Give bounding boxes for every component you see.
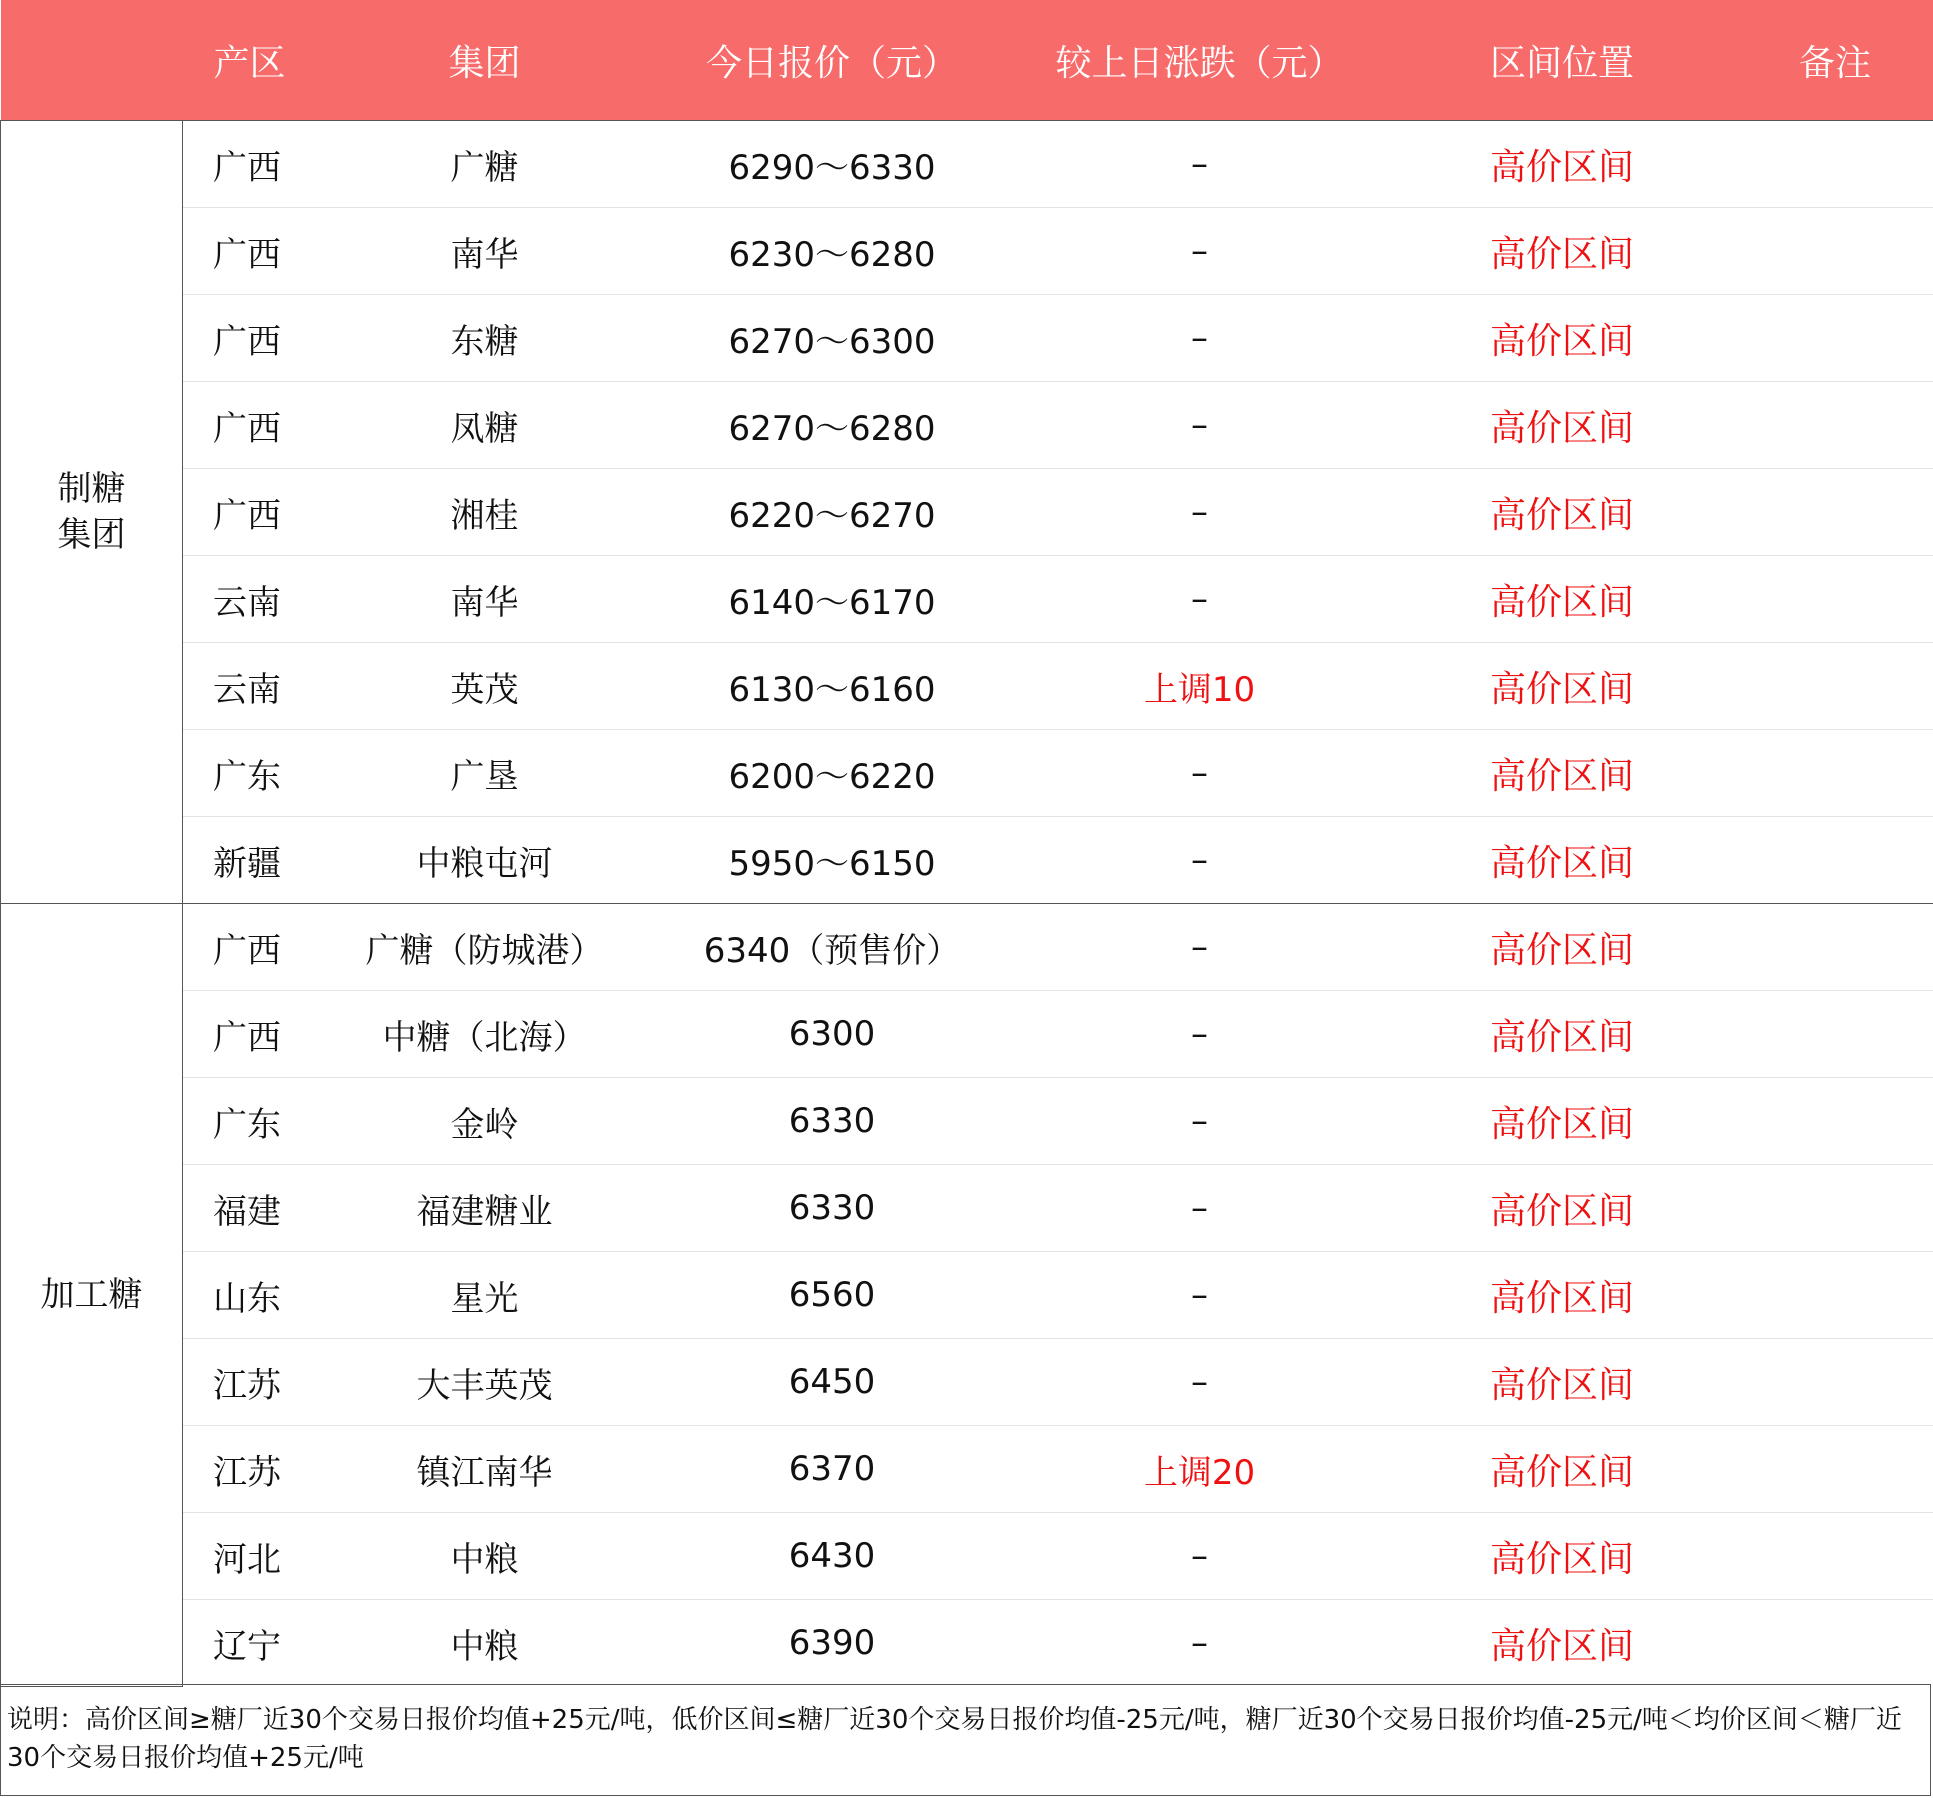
group-category-cell: 制糖 集团 (1, 121, 183, 904)
group-name-cell: 金岭 (317, 1078, 653, 1165)
table-row (1, 817, 1933, 904)
region-cell: 广西 (183, 904, 317, 991)
group-name-cell: 中糖（北海） (317, 991, 653, 1078)
group-name-cell: 广糖 (317, 121, 653, 208)
zone-cell: 高价区间 (1388, 817, 1737, 904)
group-name-cell: 东糖 (317, 295, 653, 382)
region-cell: 广东 (183, 1078, 317, 1165)
region-cell: 河北 (183, 1513, 317, 1600)
note-cell (1737, 730, 1933, 817)
table-row (1, 904, 1933, 991)
table-row (1, 121, 1933, 208)
price-cell: 6290～6330 (653, 121, 1012, 208)
note-cell (1737, 991, 1933, 1078)
note-cell (1737, 1165, 1933, 1252)
zone-cell: 高价区间 (1388, 643, 1737, 730)
price-cell: 6330 (653, 1165, 1012, 1252)
zone-cell: 高价区间 (1388, 1339, 1737, 1426)
group-name-cell: 南华 (317, 208, 653, 295)
group-name-cell: 镇江南华 (317, 1426, 653, 1513)
group-name-cell: 中粮屯河 (317, 817, 653, 904)
region-cell: 广西 (183, 382, 317, 469)
header-group: 集团 (317, 0, 653, 121)
zone-cell: 高价区间 (1388, 1078, 1737, 1165)
region-cell: 新疆 (183, 817, 317, 904)
price-cell: 5950～6150 (653, 817, 1012, 904)
note-cell (1737, 208, 1933, 295)
group-name-cell: 中粮 (317, 1600, 653, 1687)
zone-cell: 高价区间 (1388, 295, 1737, 382)
change-cell: – (1012, 1339, 1388, 1426)
group-name-cell: 南华 (317, 556, 653, 643)
zone-cell: 高价区间 (1388, 1426, 1737, 1513)
note-cell (1737, 1600, 1933, 1687)
header-price: 今日报价（元） (653, 0, 1012, 121)
table-row (1, 295, 1933, 382)
price-cell: 6430 (653, 1513, 1012, 1600)
region-cell: 云南 (183, 643, 317, 730)
note-cell (1737, 817, 1933, 904)
price-cell: 6200～6220 (653, 730, 1012, 817)
region-cell: 福建 (183, 1165, 317, 1252)
note-cell (1737, 1078, 1933, 1165)
change-cell: – (1012, 208, 1388, 295)
group-name-cell: 英茂 (317, 643, 653, 730)
price-cell: 6370 (653, 1426, 1012, 1513)
footnote: 说明：高价区间≥糖厂近30个交易日报价均值+25元/吨，低价区间≤糖厂近30个交易日报价均值-25元/吨，糖厂近30个交易日报价均值-25元/吨＜均价区间＜糖厂近30个交易日报价均值+25元/吨 (0, 1684, 1931, 1796)
table-row (1, 469, 1933, 556)
table-row (1, 643, 1933, 730)
table-row (1, 730, 1933, 817)
price-cell: 6340（预售价） (653, 904, 1012, 991)
note-cell (1737, 469, 1933, 556)
region-cell: 江苏 (183, 1426, 317, 1513)
price-cell: 6560 (653, 1252, 1012, 1339)
zone-cell: 高价区间 (1388, 1165, 1737, 1252)
note-cell (1737, 382, 1933, 469)
header-note: 备注 (1737, 0, 1933, 121)
region-cell: 广西 (183, 121, 317, 208)
header-region: 产区 (183, 0, 317, 121)
price-cell: 6270～6280 (653, 382, 1012, 469)
region-cell: 江苏 (183, 1339, 317, 1426)
group-name-cell: 中粮 (317, 1513, 653, 1600)
change-cell: 上调20 (1012, 1426, 1388, 1513)
table-row (1, 382, 1933, 469)
header-change: 较上日涨跌（元） (1012, 0, 1388, 121)
table-body (1, 121, 1933, 1687)
note-cell (1737, 1339, 1933, 1426)
change-cell: 上调10 (1012, 643, 1388, 730)
price-cell: 6230～6280 (653, 208, 1012, 295)
change-cell: – (1012, 1252, 1388, 1339)
change-cell: – (1012, 121, 1388, 208)
price-cell: 6130～6160 (653, 643, 1012, 730)
change-cell: – (1012, 1513, 1388, 1600)
region-cell: 云南 (183, 556, 317, 643)
change-cell: – (1012, 1078, 1388, 1165)
note-cell (1737, 121, 1933, 208)
group-name-cell: 广糖（防城港） (317, 904, 653, 991)
change-cell: – (1012, 904, 1388, 991)
zone-cell: 高价区间 (1388, 904, 1737, 991)
zone-cell: 高价区间 (1388, 121, 1737, 208)
note-cell (1737, 556, 1933, 643)
change-cell: – (1012, 730, 1388, 817)
note-cell (1737, 904, 1933, 991)
change-cell: – (1012, 382, 1388, 469)
change-cell: – (1012, 469, 1388, 556)
price-cell: 6140～6170 (653, 556, 1012, 643)
change-cell: – (1012, 295, 1388, 382)
group-name-cell: 福建糖业 (317, 1165, 653, 1252)
table-row (1, 1513, 1933, 1600)
header-spacer (1, 0, 183, 121)
group-name-cell: 大丰英茂 (317, 1339, 653, 1426)
zone-cell: 高价区间 (1388, 1600, 1737, 1687)
table-row (1, 991, 1933, 1078)
zone-cell: 高价区间 (1388, 208, 1737, 295)
zone-cell: 高价区间 (1388, 556, 1737, 643)
table-row (1, 1600, 1933, 1687)
zone-cell: 高价区间 (1388, 469, 1737, 556)
group-name-cell: 星光 (317, 1252, 653, 1339)
note-cell (1737, 1426, 1933, 1513)
price-cell: 6450 (653, 1339, 1012, 1426)
region-cell: 辽宁 (183, 1600, 317, 1687)
region-cell: 广西 (183, 991, 317, 1078)
group-name-cell: 湘桂 (317, 469, 653, 556)
region-cell: 广东 (183, 730, 317, 817)
price-cell: 6220～6270 (653, 469, 1012, 556)
table-row (1, 1339, 1933, 1426)
zone-cell: 高价区间 (1388, 1513, 1737, 1600)
price-cell: 6330 (653, 1078, 1012, 1165)
note-cell (1737, 295, 1933, 382)
region-cell: 山东 (183, 1252, 317, 1339)
region-cell: 广西 (183, 295, 317, 382)
group-category-cell: 加工糖 (1, 904, 183, 1687)
table-row (1, 1252, 1933, 1339)
zone-cell: 高价区间 (1388, 382, 1737, 469)
header-zone: 区间位置 (1388, 0, 1737, 121)
table-row (1, 1426, 1933, 1513)
zone-cell: 高价区间 (1388, 1252, 1737, 1339)
table-row (1, 208, 1933, 295)
table-row (1, 1078, 1933, 1165)
table-row (1, 1165, 1933, 1252)
note-cell (1737, 1252, 1933, 1339)
zone-cell: 高价区间 (1388, 730, 1737, 817)
region-cell: 广西 (183, 208, 317, 295)
price-cell: 6300 (653, 991, 1012, 1078)
group-name-cell: 凤糖 (317, 382, 653, 469)
price-cell: 6390 (653, 1600, 1012, 1687)
region-cell: 广西 (183, 469, 317, 556)
change-cell: – (1012, 1600, 1388, 1687)
table-row (1, 556, 1933, 643)
zone-cell: 高价区间 (1388, 991, 1737, 1078)
group-name-cell: 广垦 (317, 730, 653, 817)
note-cell (1737, 1513, 1933, 1600)
change-cell: – (1012, 1165, 1388, 1252)
change-cell: – (1012, 817, 1388, 904)
price-cell: 6270～6300 (653, 295, 1012, 382)
change-cell: – (1012, 556, 1388, 643)
note-cell (1737, 643, 1933, 730)
change-cell: – (1012, 991, 1388, 1078)
header-row (1, 0, 1933, 121)
